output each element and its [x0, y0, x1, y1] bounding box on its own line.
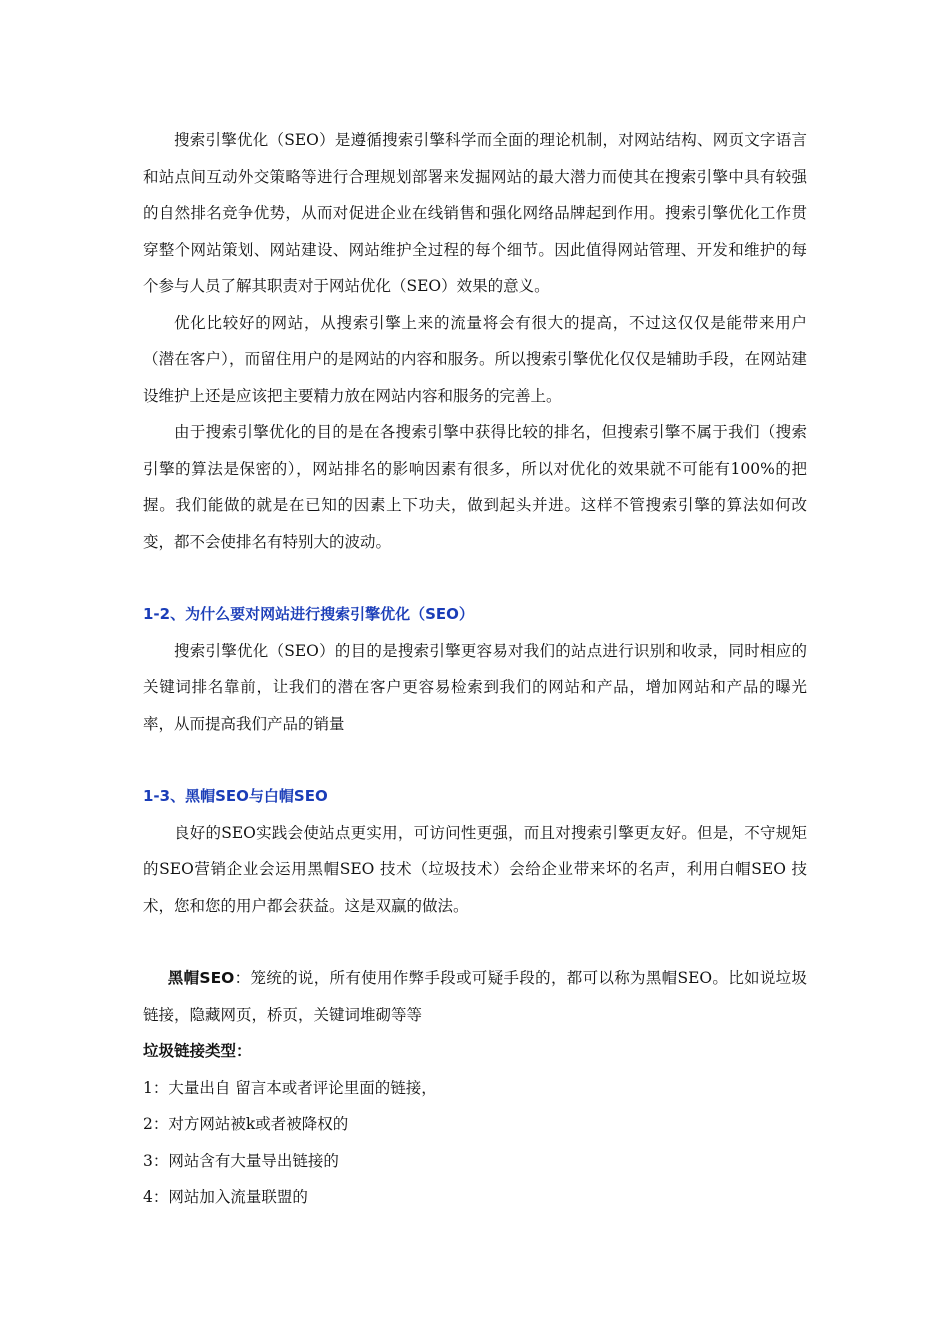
spam-links-title: 垃圾链接类型：	[143, 1042, 252, 1060]
document-body	[143, 122, 807, 1216]
spam-link-item-3: 3：网站含有大量导出链接的	[143, 1151, 339, 1170]
heading-1-2: 1-2、为什么要对网站进行搜索引擎优化（SEO）	[143, 605, 474, 623]
black-hat-definition: ：笼统的说，所有使用作弊手段或可疑手段的，都可以称为黑帽SEO。比如说垃圾链接，隐藏网页，桥页，关键词堆砌等等	[143, 969, 807, 1024]
paragraph-seo-definition: 搜索引擎优化（SEO）是遵循搜索引擎科学而全面的理论机制，对网站结构、网页文字语言和站点间互动外交策略等进行合理规划部署来发掘网站的最大潜力而使其在搜索引擎中具有较强的自然排名竞争优势，从而对促进企业在线销售和强化网络品牌起到作用。搜索引擎优化工作贯穿整个网站策划、网站建设、网站维护全过程的每个细节。因此值得网站管理、开发和维护的每个参与人员了解其职责对于网站优化（SEO）效果的意义。	[143, 131, 807, 295]
heading-1-3: 1-3、黑帽SEO与白帽SEO	[143, 787, 328, 805]
paragraph-why-seo: 搜索引擎优化（SEO）的目的是搜索引擎更容易对我们的站点进行识别和收录，同时相应的关键词排名靠前，让我们的潜在客户更容易检索到我们的网站和产品，增加网站和产品的曝光率，从而提高我们产品的销量	[143, 641, 807, 733]
spam-link-item-2: 2：对方网站被k或者被降权的	[143, 1115, 349, 1133]
paragraph-traffic: 优化比较好的网站，从搜索引擎上来的流量将会有很大的提高，不过这仅仅是能带来用户（潜在客户），而留住用户的是网站的内容和服务。所以搜索引擎优化仅仅是辅助手段，在网站建设维护上还是应该把主要精力放在网站内容和服务的完善上。	[143, 313, 807, 405]
paragraph-black-hat	[143, 960, 807, 1033]
spam-link-item-4: 4：网站加入流量联盟的	[143, 1188, 308, 1206]
black-hat-term: 黑帽SEO	[167, 969, 235, 987]
paragraph-ranking: 由于搜索引擎优化的目的是在各搜索引擎中获得比较的排名，但搜索引擎不属于我们（搜索引擎的算法是保密的），网站排名的影响因素有很多，所以对优化的效果就不可能有100%的把握。我们能做的就是在已知的因素上下功夫，做到起头并进。这样不管搜索引擎的算法如何改变，都不会使排名有特别大的波动。	[143, 423, 807, 551]
paragraph-white-black-hat: 良好的SEO实践会使站点更实用，可访问性更强，而且对搜索引擎更友好。但是，不守规矩的SEO营销企业会运用黑帽SEO 技术（垃圾技术）会给企业带来坏的名声，利用白帽SEO 技术，您和您的用户都会获益。这是双赢的做法。	[143, 823, 807, 915]
spam-link-item-1: 1：大量出自 留言本或者评论里面的链接，	[143, 1078, 437, 1097]
spacer	[143, 924, 807, 960]
